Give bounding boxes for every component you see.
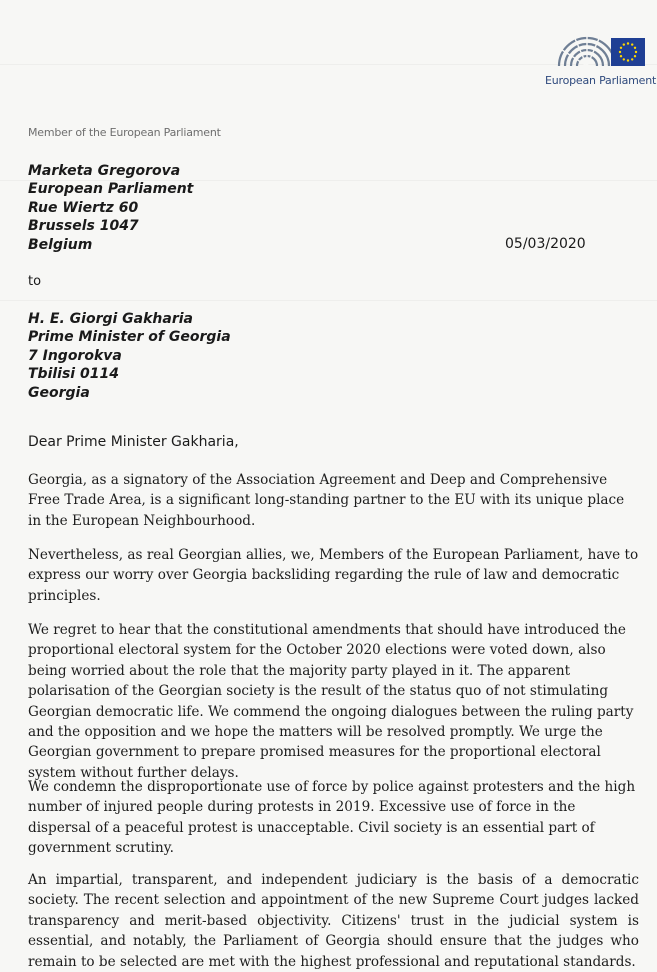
sender-line: European Parliament — [28, 181, 194, 198]
recipient-line: Tbilisi 0114 — [28, 366, 119, 383]
recipient-line: Georgia — [28, 384, 90, 401]
body-paragraph: We condemn the disproportionate use of force by police against protesters and the high number of injured people during protests in 2019. Excessive use of force in the dispersal of a peaceful protest is unacceptable. Civil society is an essential part of government scrutiny. — [28, 779, 636, 857]
sender-name: Marketa Gregorova — [28, 163, 181, 179]
member-label: Member of the European Parliament — [28, 126, 221, 139]
sender-address — [28, 162, 193, 254]
to-label: to — [28, 274, 42, 289]
body-paragraph: Nevertheless, as real Georgian allies, we, Members of the European Parliament, have to express our worry over Georgia backsliding regarding the rule of law and democratic principles. — [28, 547, 639, 604]
body-paragraph: An impartial, transparent, and independent judiciary is the basis of a democratic society. The recent selection and appointment of the new Supreme Court judges lacked transparency and merit-based objectivity. Citizens' trust in the judicial system is essential, and notably, the Parliament of Georgia should ensure that the judges who remain to be selected are met with the highest professional and reputational standards. — [28, 872, 639, 970]
logo-text: European Parliament — [545, 74, 657, 87]
sender-line: Belgium — [28, 236, 93, 253]
recipient-address — [28, 310, 231, 402]
parliament-hemicycle-icon — [553, 28, 649, 68]
recipient-line: Prime Minister of Georgia — [28, 329, 231, 346]
european-parliament-logo — [545, 28, 657, 90]
salutation: Dear Prime Minister Gakharia, — [28, 434, 239, 450]
body-paragraph: We regret to hear that the constitutional amendments that should have introduced the proportional electoral system for the October 2020 elections were voted down, also being worried about the role that the majority party played in it. The apparent polarisation of the Georgian society is the result of the status quo of not stimulating Georgian democratic life. We commend the ongoing dialogues between the ruling party and the opposition and we hope the matters will be resolved promptly. We urge the Georgian government to prepare promised measures for the proportional electoral system without further delays. — [28, 622, 634, 781]
letter-date: 05/03/2020 — [505, 236, 586, 252]
recipient-name: H. E. Giorgi Gakharia — [28, 311, 193, 327]
sender-line: Rue Wiertz 60 — [28, 199, 139, 216]
recipient-line: 7 Ingorokva — [28, 347, 122, 364]
body-paragraph: Georgia, as a signatory of the Association Agreement and Deep and Comprehensive Free Trade Area, is a significant long-standing partner to the EU with its unique place in the European Neighbourhood. — [28, 472, 625, 529]
eu-flag-icon — [611, 38, 645, 66]
sender-line: Brussels 1047 — [28, 218, 139, 235]
